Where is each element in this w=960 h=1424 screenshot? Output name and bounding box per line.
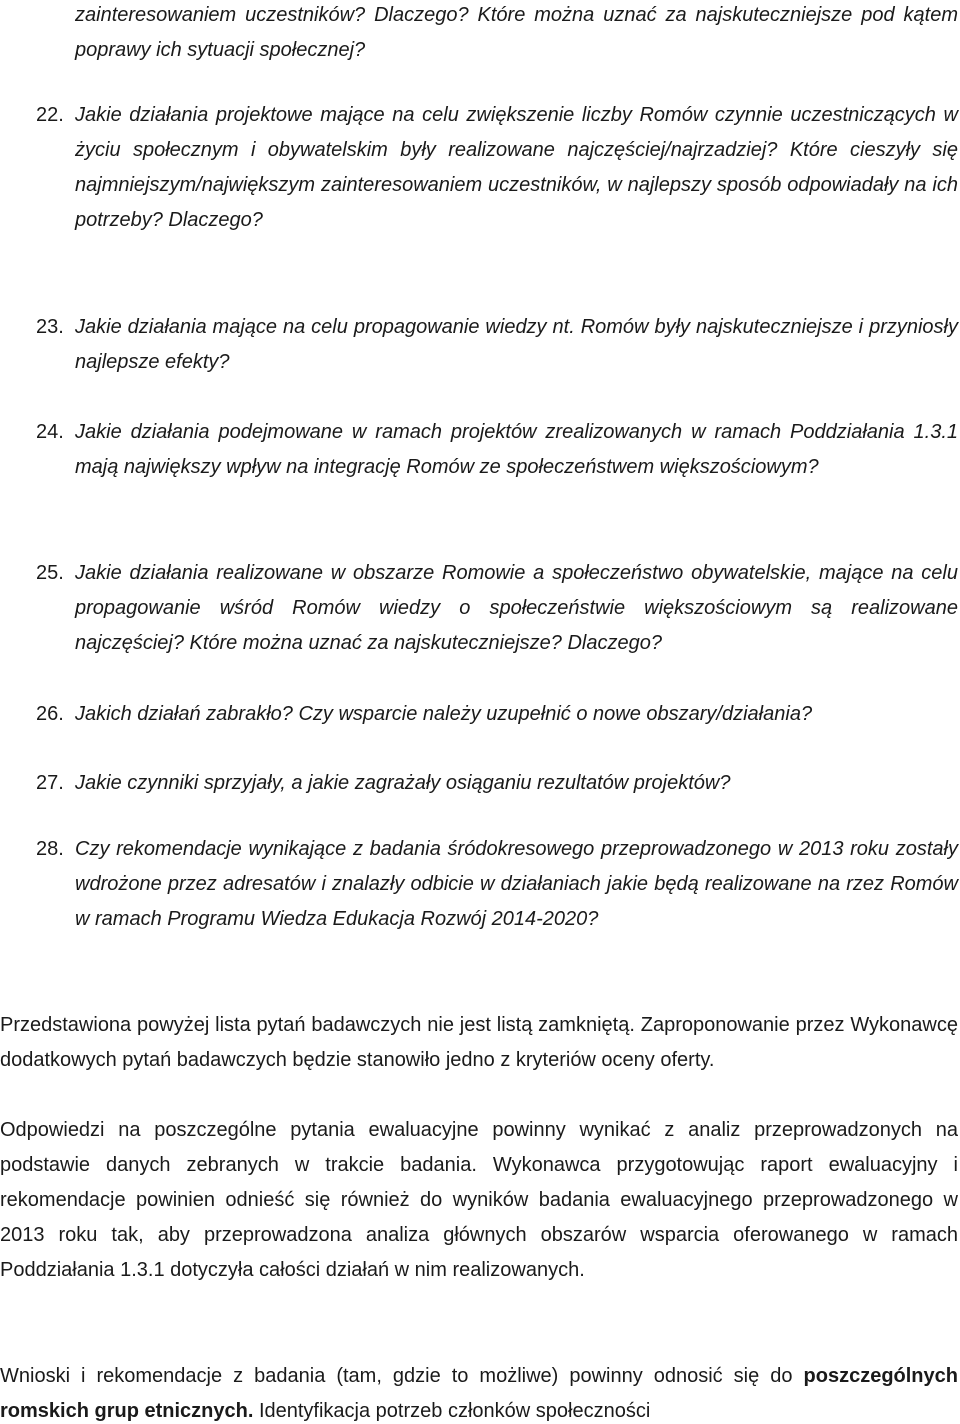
question-number: 26.: [36, 703, 64, 725]
question-21-continued: [0, 0, 960, 68]
question-text: Jakie działania mające na celu propagowanie wiedzy nt. Romów były najskuteczniejsze i przyniosły najlepsze efekty?: [75, 316, 958, 373]
question-text: Czy rekomendacje wynikające z badania śródokresowego przeprowadzonego w 2013 roku zostały wdrożone przez adresatów i znalazły odbicie w działaniach jakie będą realizowane na rzez Romów w ramach Programu Wiedza Edukacja Rozwój 2014-2020?: [75, 838, 958, 930]
question-number: 25.: [36, 562, 64, 584]
question-number: 23.: [36, 316, 64, 338]
question-text: Jakie czynniki sprzyjały, a jakie zagrażały osiąganiu rezultatów projektów?: [75, 772, 731, 794]
paragraph-list-note: Przedstawiona powyżej lista pytań badawczych nie jest listą zamkniętą. Zaproponowanie przez Wykonawcę dodatkowych pytań badawczych będzie stanowiło jedno z kryteriów oceny oferty.: [0, 1014, 958, 1071]
question-23: [0, 310, 960, 380]
question-text: zainteresowaniem uczestników? Dlaczego? Które można uznać za najskuteczniejsze pod kątem poprawy ich sytuacji społecznej?: [75, 4, 958, 61]
question-27: [0, 766, 960, 801]
question-22: [0, 98, 960, 238]
question-text: Jakich działań zabrakło? Czy wsparcie należy uzupełnić o nowe obszary/działania?: [75, 703, 813, 725]
question-text: Jakie działania realizowane w obszarze Romowie a społeczeństwo obywatelskie, mające na celu propagowanie wśród Romów wiedzy o społeczeństwie większościowym są realizowane najczęściej? Które można uznać za najskuteczniejsze? Dlaczego?: [75, 562, 958, 654]
question-28: [0, 832, 960, 937]
question-number: 27.: [36, 772, 64, 794]
question-25: [0, 556, 960, 661]
question-number: 28.: [36, 838, 64, 860]
question-26: [0, 697, 960, 732]
question-text: Jakie działania podejmowane w ramach projektów zrealizowanych w ramach Poddziałania 1.3.1 mają największy wpływ na integrację Romów ze społeczeństwem większościowym?: [75, 421, 958, 478]
paragraph-answers: Odpowiedzi na poszczególne pytania ewaluacyjne powinny wynikać z analiz przeprowadzonych na podstawie danych zebranych w trakcie badania. Wykonawca przygotowując raport ewaluacyjny i rekomendacje powinien odnieść się również do wyników badania ewaluacyjnego przeprowadzonego w 2013 roku tak, aby przeprowadzona analiza głównych obszarów wsparcia oferowanego w ramach Poddziałania 1.3.1 dotyczyła całości działań w nim realizowanych.: [0, 1119, 958, 1281]
question-24: [0, 415, 960, 485]
question-number: 22.: [36, 104, 64, 126]
emphasis-ethnic-groups: poszczególnych romskich grup etnicznych.: [0, 1365, 958, 1422]
question-number: 24.: [36, 421, 64, 443]
question-text: Jakie działania projektowe mające na celu zwiększenie liczby Romów czynnie uczestniczących w życiu społecznym i obywatelskim były realizowane najczęściej/najrzadziej? Które cieszyły się najmniejszym/największym zainteresowaniem uczestników, w najlepszy sposób odpowiadały na ich potrzeby? Dlaczego?: [75, 104, 958, 231]
paragraph-conclusions: Wnioski i rekomendacje z badania (tam, gdzie to możliwe) powinny odnosić się do poszczególnych romskich grup etnicznych. Identyfikacja potrzeb członków społeczności: [0, 1365, 958, 1422]
